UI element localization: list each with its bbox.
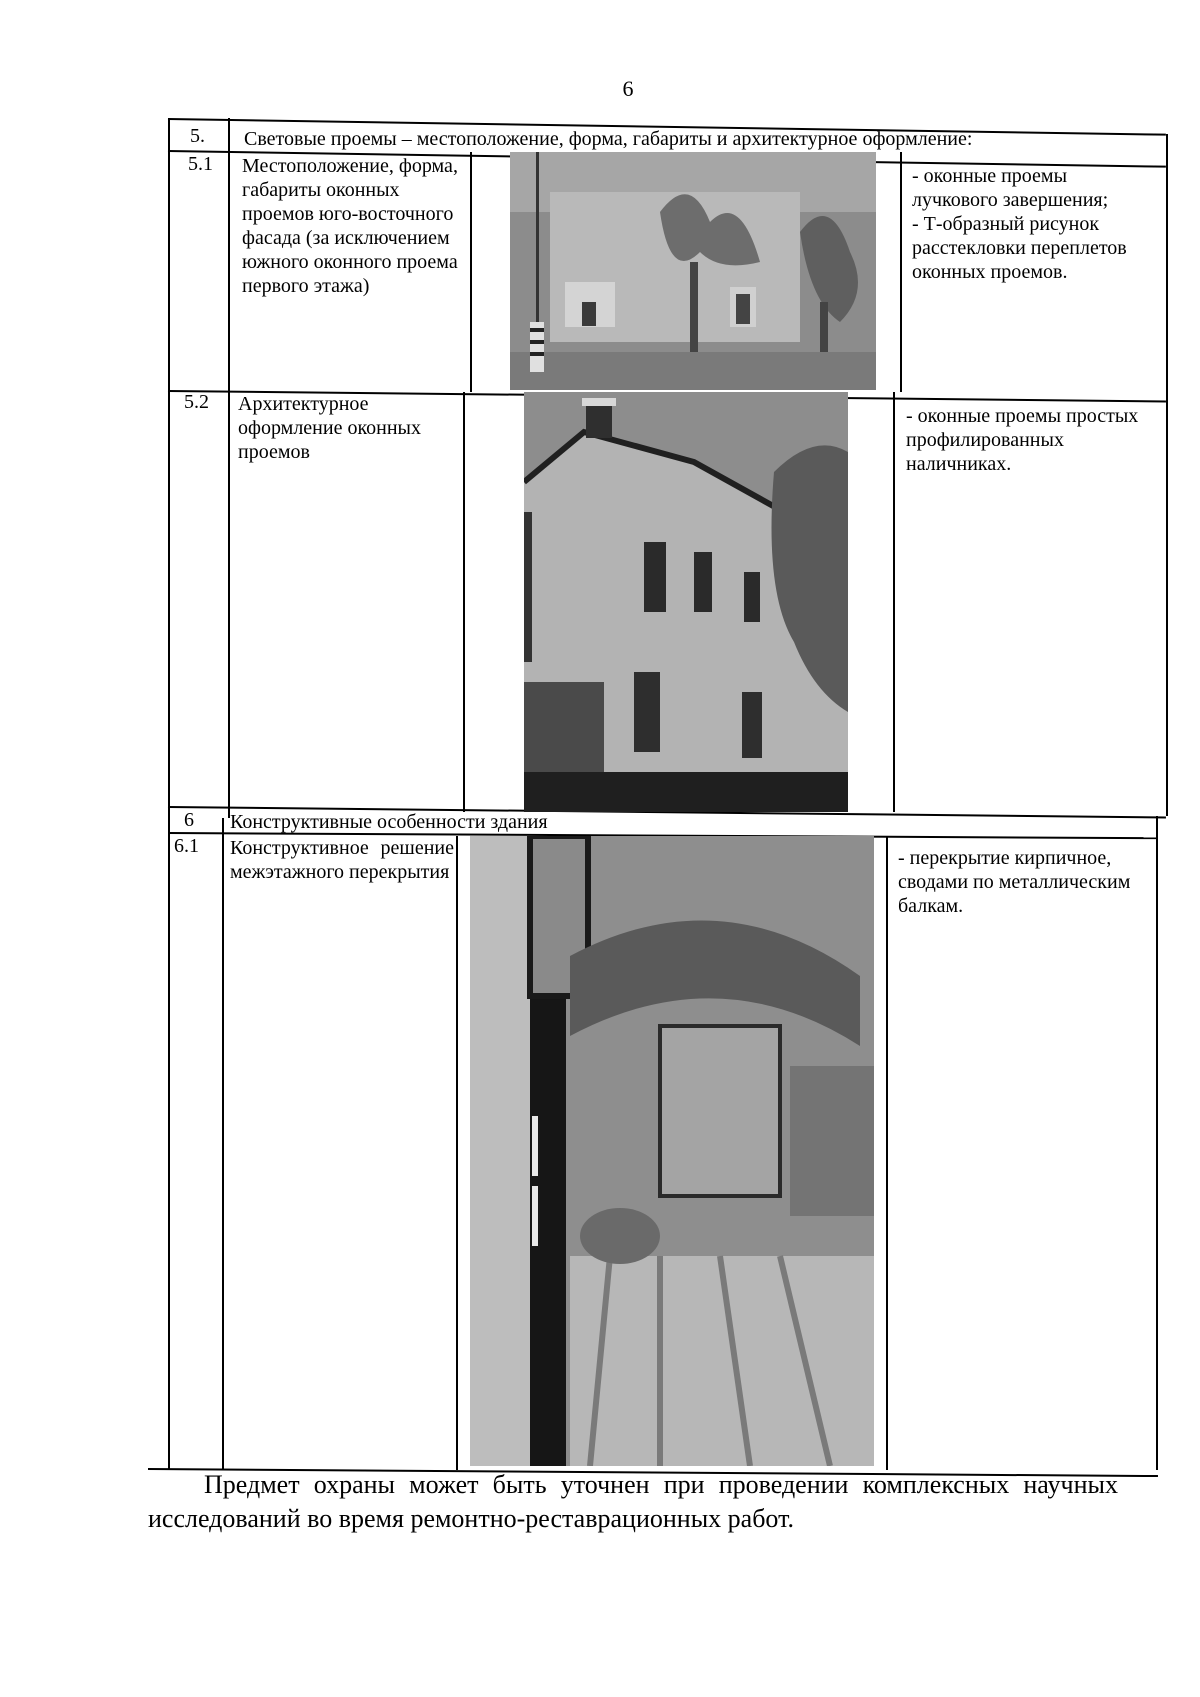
row-6-1-photo bbox=[470, 836, 874, 1466]
row-6-1-features: - перекрытие кирпичное, сводами по металлическим балкам. bbox=[898, 847, 1131, 917]
row-5-1-features: - оконные проемы лучкового завершения; - Т-образный рисунок расстекловки переплетов оконных проемов. bbox=[912, 165, 1127, 283]
row-5-1-photo bbox=[510, 152, 876, 390]
section-5-title: Световые проемы – местоположение, форма, габариты и архитектурное оформление: bbox=[244, 128, 973, 150]
row-6-1-number: 6.1 bbox=[174, 835, 199, 857]
page-number: 6 bbox=[622, 76, 634, 101]
footer-paragraph bbox=[148, 1468, 1118, 1536]
section-5-number: 5. bbox=[190, 125, 205, 147]
row-5-2-number: 5.2 bbox=[184, 391, 209, 413]
building-corner-photo-icon bbox=[524, 392, 848, 812]
section-6-title: Конструктивные особенности здания bbox=[230, 811, 548, 833]
row-5-1-description: Местоположение, форма, габариты оконных проемов юго-восточного фасада (за исключением южного оконного проема первого этажа) bbox=[242, 155, 458, 297]
footer-text: Предмет охраны может быть уточнен при проведении комплексных научных исследований во время ремонтно-реставрационных работ. bbox=[148, 1470, 1118, 1533]
row-6-1-description: Конструктивное решение межэтажного перекрытия bbox=[230, 837, 454, 883]
row-5-2-features: - оконные проемы простых профилированных наличниках. bbox=[906, 405, 1139, 475]
interior-vault-photo-icon bbox=[470, 836, 874, 1466]
facade-photo-icon bbox=[510, 152, 876, 390]
row-5-1-number: 5.1 bbox=[188, 153, 213, 175]
row-5-2-description: Архитектурное оформление оконных проемов bbox=[238, 393, 421, 463]
section-6-number: 6 bbox=[184, 809, 194, 831]
row-5-2-photo bbox=[524, 392, 848, 812]
